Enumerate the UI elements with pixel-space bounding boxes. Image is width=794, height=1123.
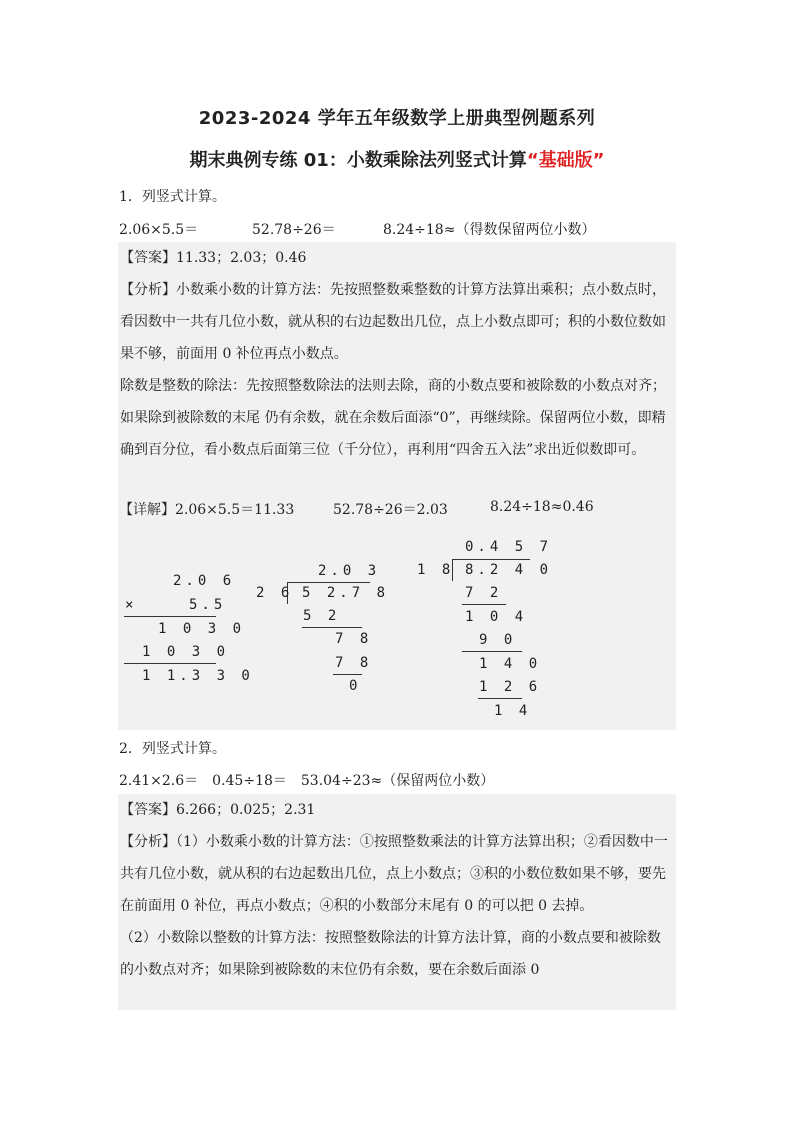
calc2-bracket-top bbox=[287, 582, 370, 583]
calc3-step-2: 1 0 4 bbox=[465, 609, 528, 625]
calc2-remainder: 0 bbox=[349, 678, 362, 694]
calc2-step-3: 7 8 bbox=[335, 655, 373, 671]
calc3-step-3: 9 0 bbox=[479, 632, 517, 648]
q1-problem-1: 2.06×5.5＝ bbox=[119, 222, 199, 238]
calc3-rule-2 bbox=[462, 651, 522, 652]
calc1-partial-2: 1 0 3 0 bbox=[142, 644, 230, 660]
calc1-times-sign: × bbox=[125, 597, 138, 613]
calc3-step-4: 1 4 0 bbox=[479, 656, 542, 672]
q2-analysis-para-1: 【分析】（1）小数乘小数的计算方法：①按照整数乘法的计算方法算出积；②看因数中一共有几位小数，就从积的右边起数出几位，点上小数点；③积的小数位数如果不够，要先在前面用 0 补位，再点小数点；④积的小数部分末尾有 0 的可以把 0 去掉。 bbox=[120, 834, 668, 914]
q2-analysis-para-2: （2）小数除以整数的计算方法：按照整数除法的计算方法计算，商的小数点要和被除数的小数点对齐；如果除到被除数的末位仍有余数，要在余数后面添 0 bbox=[120, 930, 661, 978]
page-title: 2023-2024 学年五年级数学上册典型例题系列 bbox=[198, 108, 596, 129]
q1-detail-1: 【详解】2.06×5.5＝11.33 bbox=[119, 502, 295, 518]
calc3-dividend: 8.2 4 0 bbox=[465, 562, 553, 578]
q2-answer: 【答案】6.266；0.025；2.31 bbox=[120, 802, 316, 818]
q1-heading: 1．列竖式计算。 bbox=[119, 189, 226, 205]
q1-analysis-para-2: 除数是整数的除法：先按照整数除法的法则去除，商的小数点要和被除数的小数点对齐；如果除到被除数的末尾 仍有余数，就在余数后面添“0”，再继续除。保留两位小数，即精确到百分位，看小数点后面第三位（千分位），再利用“四舍五入法”求出近似数即可。 bbox=[120, 378, 666, 458]
calc3-remainder: 1 4 bbox=[494, 703, 532, 719]
calc2-quotient: 2.0 3 bbox=[318, 563, 381, 579]
calc3-rule-1 bbox=[462, 604, 506, 605]
q1-answer: 【答案】11.33；2.03；0.46 bbox=[120, 250, 307, 266]
calc2-dividend: 5 2.7 8 bbox=[302, 585, 390, 601]
q1-analysis-para-1: 【分析】小数乘小数的计算方法：先按照整数乘整数的计算方法算出乘积；点小数点时，看因数中一共有几位小数，就从积的右边起数出几位，点上小数点即可；积的小数位数如果不够，前面用 0 补位再点小数点。 bbox=[120, 282, 666, 362]
calc3-bracket-top bbox=[452, 559, 530, 560]
q1-problem-2: 52.78÷26＝ bbox=[252, 222, 336, 238]
calc3-step-1: 7 2 bbox=[465, 585, 503, 601]
calc1-product: 1 1.3 3 0 bbox=[142, 668, 254, 684]
calc1-partial-1: 1 0 3 0 bbox=[158, 621, 246, 637]
q2-heading: 2．列竖式计算。 bbox=[119, 741, 226, 757]
calc1-rule-2 bbox=[124, 663, 216, 664]
q1-detail-2: 52.78÷26＝2.03 bbox=[333, 502, 448, 518]
q1-detail-3: 8.24÷18≈0.46 bbox=[490, 499, 594, 515]
calc3-divisor: 1 8 bbox=[417, 562, 455, 578]
q2-problems: 2.41×2.6＝ 0.45÷18＝ 53.04÷23≈（保留两位小数） bbox=[119, 773, 495, 789]
calc3-quotient: 0.4 5 7 bbox=[465, 539, 553, 555]
subtitle-main: 期末典例专练 01：小数乘除法列竖式计算 bbox=[189, 150, 527, 171]
q1-problem-3: 8.24÷18≈（得数保留两位小数） bbox=[383, 222, 596, 238]
q1-analysis bbox=[120, 274, 672, 466]
calc3-step-5: 1 2 6 bbox=[479, 679, 542, 695]
calc2-rule-2 bbox=[333, 674, 362, 675]
calc2-rule-1 bbox=[302, 627, 362, 628]
calc3-rule-3 bbox=[478, 698, 522, 699]
calc2-step-2: 7 8 bbox=[335, 631, 373, 647]
calc2-step-1: 5 2 bbox=[303, 608, 341, 624]
page-subtitle bbox=[0, 146, 794, 172]
calc1-factor-1: 2.0 6 bbox=[173, 573, 236, 589]
q2-analysis bbox=[120, 826, 672, 1010]
calc2-divisor: 2 6 bbox=[256, 585, 294, 601]
calc1-factor-2: 5.5 bbox=[189, 597, 227, 613]
calc1-rule-1 bbox=[124, 616, 216, 617]
subtitle-tag: “基础版” bbox=[526, 150, 605, 171]
